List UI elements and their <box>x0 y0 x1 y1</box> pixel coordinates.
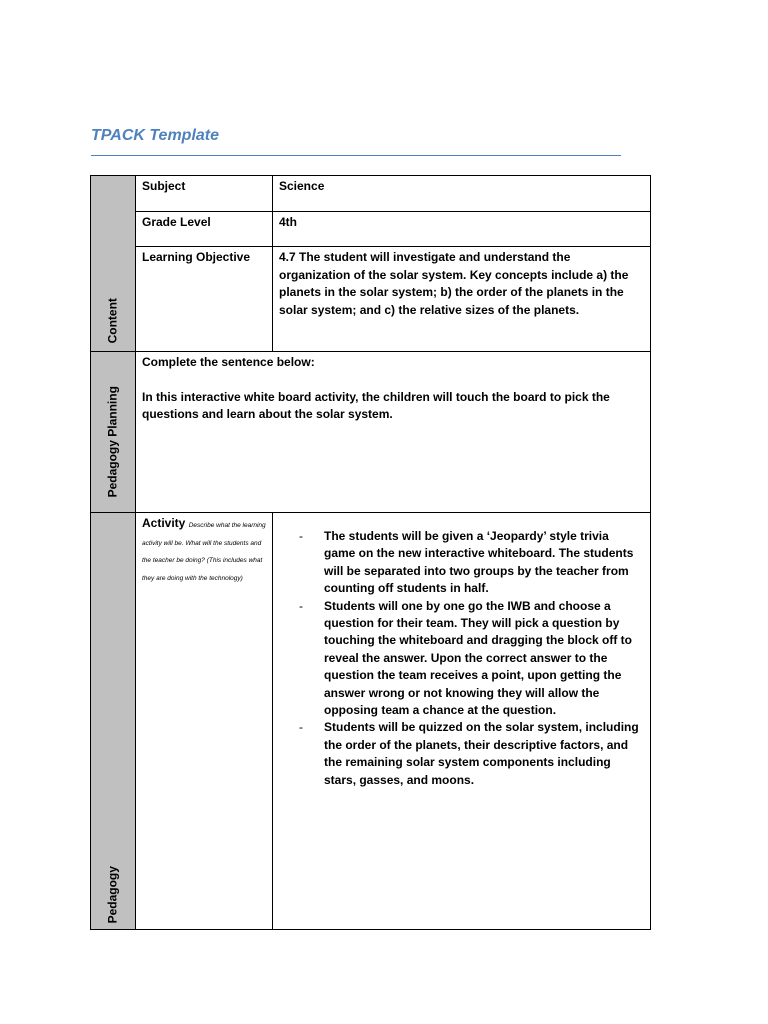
grade-level-label: Grade Level <box>142 215 211 229</box>
grade-level-label-cell <box>136 212 273 247</box>
pedagogy-planning-side-label: Pedagogy Planning <box>105 385 120 497</box>
activity-item-text: Students will be quizzed on the solar system, including the order of the planets, their descriptive factors, and the remaining solar system components including stars, gasses, and moons. <box>324 720 639 787</box>
content-side-cell <box>91 176 136 352</box>
learning-objective-value: 4.7 The student will investigate and understand the organization of the solar system. Key concepts include a) the planets in the solar system; b) the order of the planets in the solar system; and c) the relative sizes of the planets. <box>279 250 629 317</box>
pedagogy-side-cell <box>91 513 136 930</box>
bullet-dash: - <box>299 529 303 543</box>
subject-value: Science <box>279 179 325 193</box>
pedagogy-planning-prompt: Complete the sentence below: <box>142 355 315 369</box>
list-item <box>299 598 640 720</box>
table-row <box>91 513 651 930</box>
activity-item-text: Students will one by one go the IWB and choose a question for their team. They will pick a question by touching the whiteboard and dragging the block off to reveal the answer. Upon the correct answer to the question the team receives a point, upon getting the answer wrong or not knowing they will allow the opposing team a chance at the question. <box>324 598 632 718</box>
content-side-label: Content <box>105 297 120 343</box>
table-row <box>91 352 651 513</box>
bullet-dash: - <box>299 720 303 735</box>
pedagogy-planning-cell <box>136 352 651 513</box>
subject-label: Subject <box>142 179 186 193</box>
learning-objective-label-cell <box>136 247 273 352</box>
learning-objective-value-cell <box>273 247 651 352</box>
pedagogy-planning-sentence: In this interactive white board activity, the children will touch the board to pick the questions and learn about the solar system. <box>142 389 610 421</box>
table-row <box>91 247 651 352</box>
activity-content-cell <box>273 513 651 930</box>
grade-level-value-cell <box>273 212 651 247</box>
table-row <box>91 212 651 247</box>
activity-label-cell <box>136 513 273 930</box>
grade-level-value: 4th <box>279 215 297 229</box>
title-underline <box>91 155 621 156</box>
table-row <box>91 176 651 212</box>
subject-label-cell <box>136 176 273 212</box>
list-item <box>299 719 640 789</box>
activity-list <box>273 513 650 789</box>
tpack-table <box>90 175 651 930</box>
activity-item-text: The students will be given a ‘Jeopardy’ style trivia game on the new interactive whiteboard. The students will be separated into two groups by the teacher from counting off students in half. <box>324 529 634 596</box>
learning-objective-label: Learning Objective <box>142 250 251 264</box>
subject-value-cell <box>273 176 651 212</box>
pedagogy-side-label: Pedagogy <box>105 865 120 923</box>
activity-description: Describe what the learning activity will be. What will the students and the teacher be doing? (This includes what they are doing with the technology) <box>142 522 266 582</box>
bullet-dash: - <box>299 598 303 613</box>
activity-label: Activity <box>142 516 186 530</box>
list-item <box>299 528 640 598</box>
pedagogy-planning-side-cell <box>91 352 136 513</box>
document-title: TPACK Template <box>91 127 220 144</box>
